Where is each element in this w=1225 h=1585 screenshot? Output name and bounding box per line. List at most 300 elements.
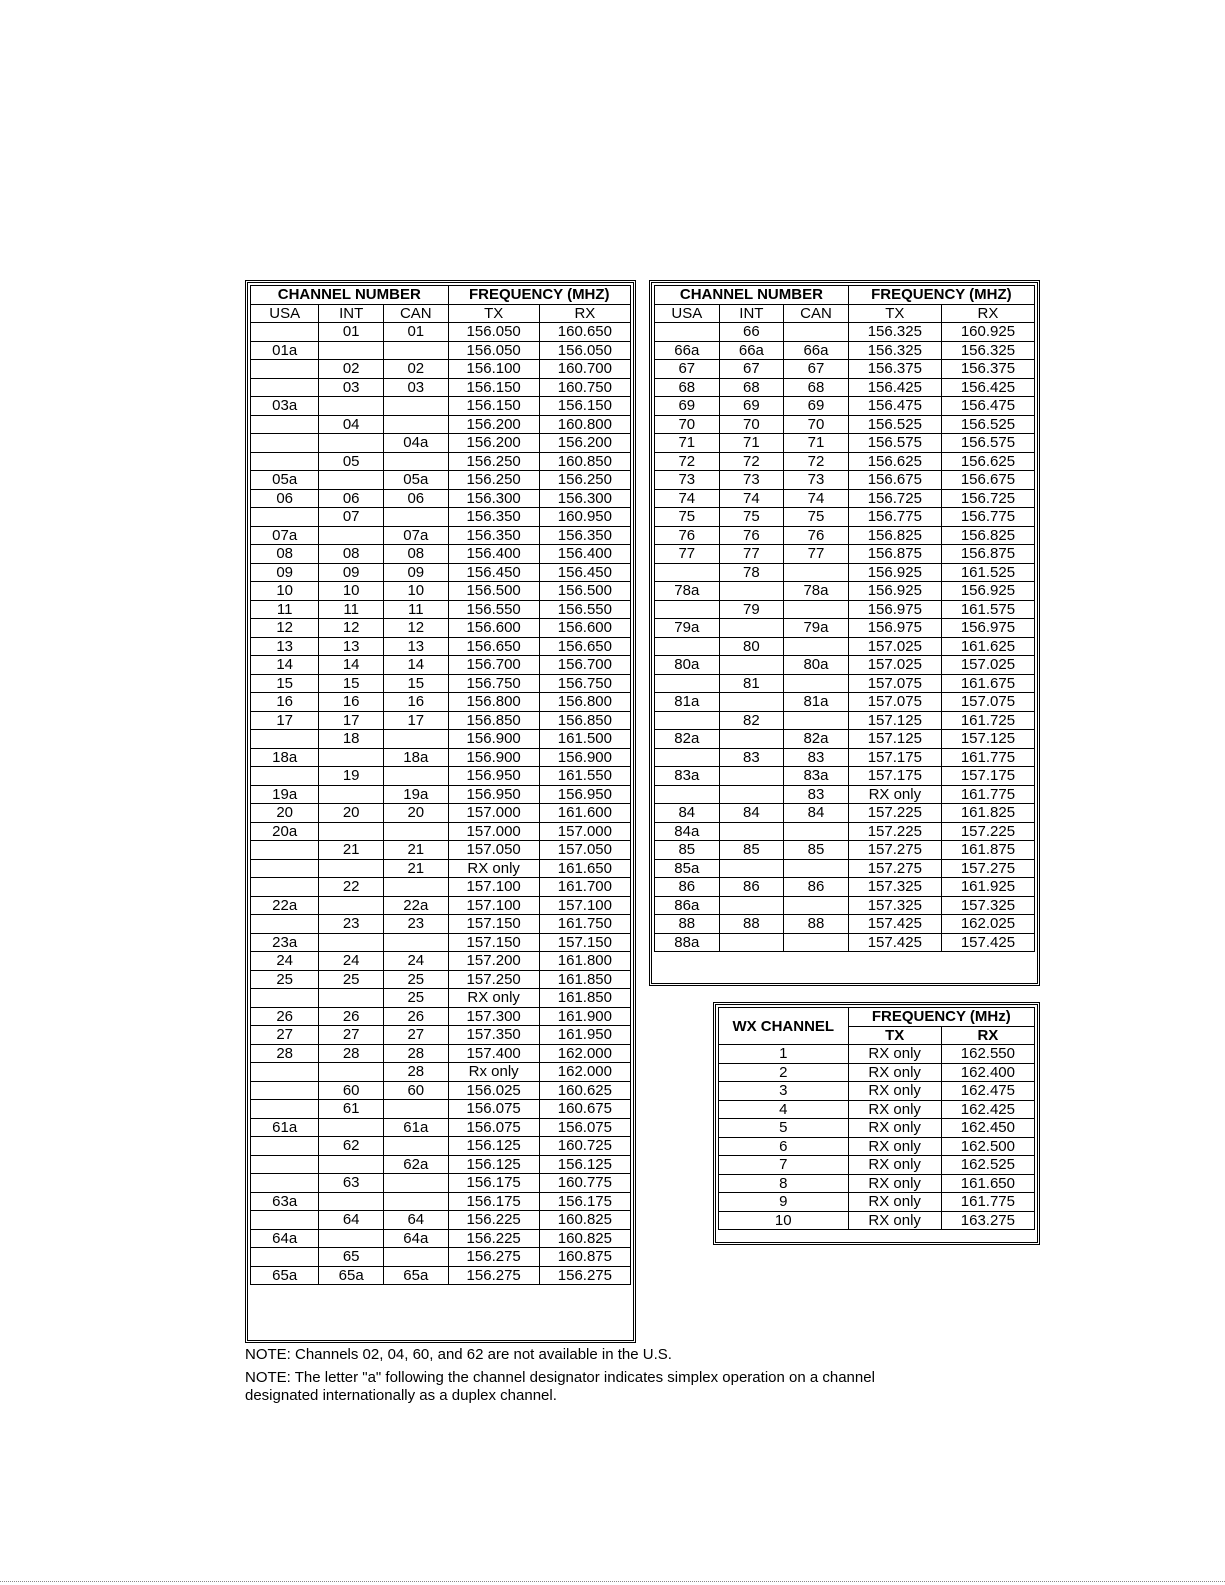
tx-cell: 156.850: [448, 711, 539, 730]
can-cell: 17: [383, 711, 448, 730]
wx-channel-table: [718, 1007, 1035, 1230]
int-cell: 06: [319, 489, 384, 508]
int-cell: [319, 434, 384, 453]
table-row: [251, 748, 631, 767]
int-cell: 68: [719, 378, 784, 397]
usa-cell: 84: [655, 804, 720, 823]
table-row: [655, 563, 1035, 582]
usa-cell: 24: [251, 952, 319, 971]
tx-cell: 156.075: [448, 1118, 539, 1137]
rx-cell: 156.300: [539, 489, 630, 508]
rx-cell: 160.625: [539, 1081, 630, 1100]
can-cell: 82a: [784, 730, 849, 749]
tx-cell: 156.625: [848, 452, 941, 471]
table-row: [251, 1118, 631, 1137]
rx-cell: 156.075: [539, 1118, 630, 1137]
usa-cell: 77: [655, 545, 720, 564]
rx-cell: 161.575: [941, 600, 1034, 619]
usa-cell: 06: [251, 489, 319, 508]
tx-cell: 157.325: [848, 878, 941, 897]
table-row: [655, 822, 1035, 841]
int-cell: 79: [719, 600, 784, 619]
int-cell: 13: [319, 637, 384, 656]
wx-channel-cell: 2: [719, 1063, 849, 1082]
rx-cell: 156.825: [941, 526, 1034, 545]
int-cell: [719, 933, 784, 952]
table-row: [251, 1211, 631, 1230]
usa-cell: 17: [251, 711, 319, 730]
wx-channel-cell: 5: [719, 1119, 849, 1138]
tx-cell: RX only: [848, 1082, 941, 1101]
can-cell: 16: [383, 693, 448, 712]
int-cell: [719, 767, 784, 786]
usa-cell: 67: [655, 360, 720, 379]
rx-cell: 160.925: [941, 323, 1034, 342]
usa-cell: 22a: [251, 896, 319, 915]
rx-cell: 161.875: [941, 841, 1034, 860]
usa-cell: 86: [655, 878, 720, 897]
usa-cell: 80a: [655, 656, 720, 675]
wx-channel-cell: 7: [719, 1156, 849, 1175]
channel-number-header: CHANNEL NUMBER: [655, 286, 849, 305]
column-header-usa: USA: [251, 304, 319, 323]
column-header-can: CAN: [784, 304, 849, 323]
rx-cell: 160.950: [539, 508, 630, 527]
int-cell: 28: [319, 1044, 384, 1063]
can-cell: 27: [383, 1026, 448, 1045]
int-cell: 77: [719, 545, 784, 564]
int-cell: 81: [719, 674, 784, 693]
can-cell: [383, 341, 448, 360]
tx-cell: 156.925: [848, 563, 941, 582]
rx-cell: 161.650: [941, 1174, 1034, 1193]
usa-cell: 76: [655, 526, 720, 545]
can-cell: 04a: [383, 434, 448, 453]
table-row: [655, 637, 1035, 656]
table-row: [655, 896, 1035, 915]
int-cell: 02: [319, 360, 384, 379]
table-row: [251, 637, 631, 656]
int-cell: 75: [719, 508, 784, 527]
table-row: [251, 341, 631, 360]
table-row: [655, 841, 1035, 860]
table-row: [251, 1100, 631, 1119]
usa-cell: [251, 841, 319, 860]
usa-cell: [655, 563, 720, 582]
rx-cell: 160.750: [539, 378, 630, 397]
tx-cell: 156.225: [448, 1211, 539, 1230]
tx-cell: RX only: [848, 1174, 941, 1193]
tx-cell: 156.700: [448, 656, 539, 675]
table-row: [655, 859, 1035, 878]
int-cell: [719, 730, 784, 749]
table-row: [719, 1174, 1035, 1193]
table-row: [655, 471, 1035, 490]
table-row: [655, 526, 1035, 545]
usa-cell: 26: [251, 1007, 319, 1026]
table-row: [251, 323, 631, 342]
tx-cell: 156.225: [448, 1229, 539, 1248]
can-cell: [784, 600, 849, 619]
tx-cell: 156.325: [848, 323, 941, 342]
rx-cell: 156.450: [539, 563, 630, 582]
can-cell: 88: [784, 915, 849, 934]
rx-cell: 156.925: [941, 582, 1034, 601]
column-header-tx: TX: [448, 304, 539, 323]
can-cell: [784, 323, 849, 342]
table-row: [251, 915, 631, 934]
rx-cell: 156.250: [539, 471, 630, 490]
table-row: [655, 915, 1035, 934]
tx-cell: 157.100: [448, 878, 539, 897]
int-cell: 78: [719, 563, 784, 582]
tx-cell: 156.425: [848, 378, 941, 397]
table-row: [251, 434, 631, 453]
table-row: [251, 619, 631, 638]
table-row: [251, 1248, 631, 1267]
int-cell: 88: [719, 915, 784, 934]
tx-cell: 156.450: [448, 563, 539, 582]
int-cell: 69: [719, 397, 784, 416]
int-cell: 86: [719, 878, 784, 897]
usa-cell: [251, 452, 319, 471]
can-cell: 09: [383, 563, 448, 582]
tx-cell: RX only: [848, 1211, 941, 1230]
rx-cell: 161.750: [539, 915, 630, 934]
int-cell: 72: [719, 452, 784, 471]
rx-cell: 162.450: [941, 1119, 1034, 1138]
can-cell: [383, 767, 448, 786]
table-row: [251, 360, 631, 379]
rx-cell: 156.675: [941, 471, 1034, 490]
table-row: [251, 1155, 631, 1174]
usa-cell: 18a: [251, 748, 319, 767]
int-cell: [719, 619, 784, 638]
tx-cell: 157.000: [448, 822, 539, 841]
usa-cell: [655, 785, 720, 804]
tx-cell: 156.650: [448, 637, 539, 656]
table-row: [655, 341, 1035, 360]
can-cell: 61a: [383, 1118, 448, 1137]
wx-channel-cell: 3: [719, 1082, 849, 1101]
note-unavailable-channels: NOTE: Channels 02, 04, 60, and 62 are not available in the U.S.: [245, 1346, 672, 1363]
table-row: [655, 804, 1035, 823]
tx-cell: RX only: [848, 1100, 941, 1119]
rx-cell: 156.125: [539, 1155, 630, 1174]
table-row: [251, 711, 631, 730]
rx-cell: 156.625: [941, 452, 1034, 471]
tx-cell: 156.400: [448, 545, 539, 564]
can-cell: [784, 711, 849, 730]
rx-cell: 156.550: [539, 600, 630, 619]
usa-cell: [251, 508, 319, 527]
int-cell: 26: [319, 1007, 384, 1026]
tx-cell: 156.300: [448, 489, 539, 508]
can-cell: 05a: [383, 471, 448, 490]
int-cell: [319, 1063, 384, 1082]
can-cell: [784, 896, 849, 915]
int-cell: 62: [319, 1137, 384, 1156]
rx-cell: 162.500: [941, 1137, 1034, 1156]
can-cell: 66a: [784, 341, 849, 360]
int-cell: 12: [319, 619, 384, 638]
table-row: [251, 878, 631, 897]
rx-cell: 161.550: [539, 767, 630, 786]
usa-cell: 74: [655, 489, 720, 508]
tx-cell: 156.200: [448, 434, 539, 453]
table-row: [251, 767, 631, 786]
rx-cell: 161.825: [941, 804, 1034, 823]
can-cell: 81a: [784, 693, 849, 712]
usa-cell: [251, 878, 319, 897]
can-cell: [383, 1192, 448, 1211]
table-row: [251, 378, 631, 397]
table-row: [251, 1063, 631, 1082]
can-cell: 10: [383, 582, 448, 601]
int-cell: 65a: [319, 1266, 384, 1285]
rx-cell: 156.950: [539, 785, 630, 804]
int-cell: [319, 526, 384, 545]
table-row: [655, 619, 1035, 638]
frequency-header: FREQUENCY (MHZ): [848, 286, 1034, 305]
can-cell: 78a: [784, 582, 849, 601]
column-header-rx: RX: [941, 304, 1034, 323]
tx-cell: 156.725: [848, 489, 941, 508]
usa-cell: 23a: [251, 933, 319, 952]
rx-cell: 162.400: [941, 1063, 1034, 1082]
tx-cell: RX only: [448, 859, 539, 878]
rx-cell: 157.125: [941, 730, 1034, 749]
usa-cell: [655, 748, 720, 767]
table-row: [655, 674, 1035, 693]
rx-cell: 161.650: [539, 859, 630, 878]
usa-cell: [251, 323, 319, 342]
usa-cell: 88: [655, 915, 720, 934]
tx-cell: 157.200: [448, 952, 539, 971]
usa-cell: 83a: [655, 767, 720, 786]
can-cell: [784, 933, 849, 952]
can-cell: 71: [784, 434, 849, 453]
rx-cell: 156.050: [539, 341, 630, 360]
tx-cell: 156.875: [848, 545, 941, 564]
int-cell: [319, 471, 384, 490]
int-cell: 01: [319, 323, 384, 342]
can-cell: 01: [383, 323, 448, 342]
channel-number-header: CHANNEL NUMBER: [251, 286, 449, 305]
usa-cell: 86a: [655, 896, 720, 915]
int-cell: 08: [319, 545, 384, 564]
table-row: [655, 415, 1035, 434]
rx-cell: 156.325: [941, 341, 1034, 360]
int-cell: 15: [319, 674, 384, 693]
rx-cell: 156.400: [539, 545, 630, 564]
rx-cell: 161.525: [941, 563, 1034, 582]
usa-cell: 13: [251, 637, 319, 656]
tx-cell: 156.150: [448, 378, 539, 397]
tx-cell: 157.125: [848, 711, 941, 730]
tx-cell: 156.075: [448, 1100, 539, 1119]
table-row: [655, 360, 1035, 379]
can-cell: 28: [383, 1063, 448, 1082]
can-cell: 19a: [383, 785, 448, 804]
can-cell: [383, 397, 448, 416]
int-cell: 14: [319, 656, 384, 675]
rx-cell: 161.600: [539, 804, 630, 823]
can-cell: 26: [383, 1007, 448, 1026]
usa-cell: 65a: [251, 1266, 319, 1285]
rx-cell: 160.825: [539, 1211, 630, 1230]
tx-cell: 157.225: [848, 804, 941, 823]
usa-cell: 79a: [655, 619, 720, 638]
int-cell: [319, 989, 384, 1008]
can-cell: 73: [784, 471, 849, 490]
rx-cell: 156.600: [539, 619, 630, 638]
tx-cell: RX only: [848, 1045, 941, 1064]
rx-cell: 161.850: [539, 970, 630, 989]
can-cell: 13: [383, 637, 448, 656]
can-cell: [383, 415, 448, 434]
int-cell: [719, 582, 784, 601]
column-header-int: INT: [719, 304, 784, 323]
wx-channel-cell: 9: [719, 1193, 849, 1212]
usa-cell: 68: [655, 378, 720, 397]
can-cell: 07a: [383, 526, 448, 545]
usa-cell: [251, 1137, 319, 1156]
usa-cell: 20: [251, 804, 319, 823]
tx-cell: 156.825: [848, 526, 941, 545]
table-row: [655, 582, 1035, 601]
rx-cell: 157.050: [539, 841, 630, 860]
can-cell: 20: [383, 804, 448, 823]
rx-cell: 161.950: [539, 1026, 630, 1045]
tx-cell: 156.675: [848, 471, 941, 490]
can-cell: 67: [784, 360, 849, 379]
table-row: [719, 1211, 1035, 1230]
can-cell: [383, 878, 448, 897]
int-cell: 04: [319, 415, 384, 434]
usa-cell: 64a: [251, 1229, 319, 1248]
table-row: [251, 489, 631, 508]
tx-cell: 156.050: [448, 341, 539, 360]
rx-cell: 156.700: [539, 656, 630, 675]
usa-cell: 20a: [251, 822, 319, 841]
rx-cell: 156.350: [539, 526, 630, 545]
table-row: [251, 1192, 631, 1211]
table-row: [655, 933, 1035, 952]
tx-cell: 157.300: [448, 1007, 539, 1026]
usa-cell: [251, 415, 319, 434]
can-cell: [383, 1137, 448, 1156]
tx-cell: 156.925: [848, 582, 941, 601]
int-cell: 63: [319, 1174, 384, 1193]
int-cell: [719, 859, 784, 878]
usa-cell: 12: [251, 619, 319, 638]
int-cell: 71: [719, 434, 784, 453]
int-cell: 74: [719, 489, 784, 508]
table-row: [251, 1229, 631, 1248]
rx-cell: 157.225: [941, 822, 1034, 841]
int-cell: [319, 896, 384, 915]
table-row: [251, 415, 631, 434]
int-cell: [719, 896, 784, 915]
tx-cell: 157.175: [848, 748, 941, 767]
table-row: [251, 970, 631, 989]
tx-cell: 157.150: [448, 933, 539, 952]
int-cell: 07: [319, 508, 384, 527]
tx-cell: 157.150: [448, 915, 539, 934]
int-cell: [319, 341, 384, 360]
rx-cell: 162.025: [941, 915, 1034, 934]
usa-cell: [251, 915, 319, 934]
tx-cell: 156.025: [448, 1081, 539, 1100]
can-cell: 22a: [383, 896, 448, 915]
usa-cell: [251, 1063, 319, 1082]
left-channel-table: [250, 285, 631, 1285]
tx-cell: 156.325: [848, 341, 941, 360]
table-row: [719, 1100, 1035, 1119]
can-cell: 70: [784, 415, 849, 434]
usa-cell: 73: [655, 471, 720, 490]
can-cell: 83: [784, 748, 849, 767]
rx-cell: 156.525: [941, 415, 1034, 434]
tx-cell: 156.950: [448, 785, 539, 804]
table-row: [655, 693, 1035, 712]
int-cell: 25: [319, 970, 384, 989]
tx-cell: 156.900: [448, 730, 539, 749]
table-row: [251, 1026, 631, 1045]
tx-cell: 157.225: [848, 822, 941, 841]
int-cell: 66a: [719, 341, 784, 360]
usa-cell: [655, 637, 720, 656]
table-row: [655, 545, 1035, 564]
int-cell: 61: [319, 1100, 384, 1119]
table-row: [719, 1137, 1035, 1156]
rx-cell: 157.150: [539, 933, 630, 952]
tx-cell: 157.275: [848, 841, 941, 860]
rx-cell: 157.100: [539, 896, 630, 915]
int-cell: 76: [719, 526, 784, 545]
table-row: [655, 600, 1035, 619]
int-cell: 84: [719, 804, 784, 823]
usa-cell: 16: [251, 693, 319, 712]
table-row: [251, 545, 631, 564]
tx-cell: 156.275: [448, 1248, 539, 1267]
int-cell: 23: [319, 915, 384, 934]
usa-cell: [655, 711, 720, 730]
right-channel-table-frame: [649, 280, 1040, 986]
table-row: [655, 730, 1035, 749]
table-row: [655, 378, 1035, 397]
rx-cell: 156.275: [539, 1266, 630, 1285]
right-table-body: [655, 323, 1035, 952]
usa-cell: 63a: [251, 1192, 319, 1211]
can-cell: 21: [383, 841, 448, 860]
table-row: [719, 1193, 1035, 1212]
can-cell: [784, 859, 849, 878]
can-cell: [383, 822, 448, 841]
tx-cell: 156.125: [448, 1137, 539, 1156]
int-cell: 24: [319, 952, 384, 971]
can-cell: [383, 452, 448, 471]
can-cell: 68: [784, 378, 849, 397]
usa-cell: 01a: [251, 341, 319, 360]
rx-cell: 162.000: [539, 1063, 630, 1082]
table-row: [655, 397, 1035, 416]
usa-cell: [251, 1248, 319, 1267]
int-cell: [319, 1229, 384, 1248]
usa-cell: [251, 859, 319, 878]
table-row: [655, 656, 1035, 675]
